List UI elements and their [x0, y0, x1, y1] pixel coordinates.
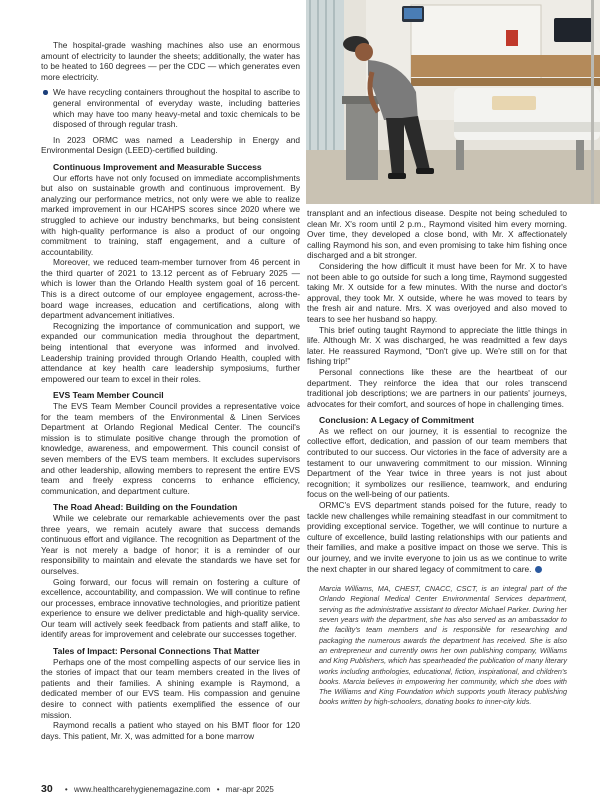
section-heading: The Road Ahead: Building on the Foundation	[53, 502, 238, 513]
bullet-separator-icon: •	[64, 785, 68, 794]
paragraph: Raymond recalls a patient who stayed on his BMT floor for 120 days. This patient, Mr. X, was admitted for a bone marrow	[41, 720, 300, 741]
paragraph: Personal connections like these are the heartbeat of our department. They reinforce the idea that our roles transcend traditional job descriptions; we are partners in our patients' journeys, advocates for their comfort, and sources of hope in challenging times.	[307, 366, 567, 409]
left-column	[41, 40, 300, 741]
page-footer	[41, 783, 274, 795]
photo-illustration	[306, 0, 600, 204]
section-heading: EVS Team Member Council	[53, 390, 164, 401]
paragraph: Recognizing the importance of communication and support, we expanded our communication media throughout the department, being intentional that everyone was informed and involved. Leadership training provided through Orlando Health, coupled with attendance at key health care leadership symposiums, further empowered our team to excel in their roles.	[41, 320, 300, 384]
paragraph: This brief outing taught Raymond to appreciate the little things in life. Although Mr. X was discharged, he was readmitted a few days later. He reassured Raymond, "Don't give up. We're still on for that fishing trip!"	[307, 324, 567, 367]
paragraph: The hospital-grade washing machines also use an enormous amount of electricity to launder the sheets; additionally, the water has to be heated to 160 degrees — per the CDC — which generates even more electricity.	[41, 40, 300, 82]
author-bio: Marcia Williams, MA, CHEST, CNACC, CSCT, is an integral part of the Orlando Regional Medical Center Environmental Services department, serving as the administrative assistant to director Michael Parker. During her seven years with the department, she has also served as an ambassador to the facility's team members and is responsible for researching and packaging the numerous awards the department has received. She is also an entrepreneur and currently owns her own publishing company, Williams and King Publishers, which has spearheaded the publication of many literary works including anthologies, educational, fiction, inspirational, and children's books. Marcia believes in empowering her community, which she does with The Williams and King Foundation which supports youth literacy publishing books written by high-schoolers, donating books to inner-city kids.	[319, 584, 567, 707]
right-column	[307, 208, 567, 708]
page-number: 30	[41, 783, 53, 795]
paragraph: Our efforts have not only focused on immediate accomplishments but also on sustainable growth and continuous improvement. By analyzing our performance metrics, not only were we able to realize marked improvement in our HCAHPS scores since 2020 where we struggled to achieve our industry benchmarks, but being consistent with high-quality performance is also a product of our ongoing commitment to training, staff engagement, and a culture of accountability.	[41, 172, 300, 257]
paragraph: Considering the how difficult it must have been for Mr. X to have not been able to go outside for such a long time, Raymond suggested taking Mr. X outside for a few minutes. With the nurse and doctor's approval, they took Mr. X outside, where he was moved to tears by the fresh air and nature. Mrs. X was overjoyed and also moved to tears to see her husband so happy.	[307, 260, 567, 324]
paragraph: Perhaps one of the most compelling aspects of our service lies in the stories of impact that our team members created in the lives of patients and their families. A shining example is Raymond, a dedicated member of our EVS team. His compassion and genuine desire to connect with patients exemplified the essence of our mission.	[41, 656, 300, 720]
closing-paragraph-text: ORMC's EVS department stands poised for the future, ready to tackle new challenges while remaining steadfast in our commitment to providing exceptional service. Together, we will continue to nurture a culture of excellence, build lasting relationships with our patients and their families, and make a positive impact on those we serve. This is our journey, and we invite everyone to join us as we continue to write the next chapter in our shared legacy of commitment to care.	[307, 500, 567, 574]
section-heading: Tales of Impact: Personal Connections That Matter	[53, 646, 260, 657]
paragraph: Moreover, we reduced team-member turnover from 46 percent in the third quarter of 2021 to 13.12 percent as of February 2025 — which is lower than the Orlando Health system goal of 16 percent. This is a direct outcome of our employee engagement, across-the-board wage increases, education and certifications, along with department advancement initiatives.	[41, 257, 300, 321]
bullet-item: We have recycling containers throughout the hospital to ascribe to general environmental of everyday waste, including batteries which may have too many heavy-metal and toxic chemicals to be disposed of through regular trash.	[41, 87, 300, 129]
paragraph: transplant and an infectious disease. Despite not being scheduled to clean Mr. X's room until 2 p.m., Raymond visited him every morning. Over time, they developed a close bond, with Mr. X affectionately calling Raymond his son, and even promising to take him fishing once discharged and a bit stronger.	[307, 208, 567, 261]
footer-issue: mar-apr 2025	[225, 785, 274, 794]
paragraph: The EVS Team Member Council provides a representative voice for the team members of the Environmental & Linen Services Department at Orlando Regional Medical Center. The council's mission is to stimulate positive change through the promotion of knowledge, awareness, and empowerment. This council consist of seven members of the EVS team members. It excludes supervisors and other leadership, allowing members to represent the entire EVS team and freely express concerns to enhance efficiency, communication, and department culture.	[41, 401, 300, 496]
bullet-list	[41, 87, 300, 129]
closing-paragraph	[307, 500, 567, 574]
paragraph: While we celebrate our remarkable achievements over the past three years, we remain acutely aware that success demands continuous effort and vigilance. The recognition as Department of the Year is not merely a badge of honor; it is a reminder of our responsibility to maintain and elevate the standards we have set for ourselves.	[41, 512, 300, 576]
end-of-article-icon	[535, 566, 542, 573]
hospital-room-photo	[306, 0, 600, 204]
footer-website[interactable]: www.healthcarehygienemagazine.com	[73, 785, 211, 794]
section-heading: Conclusion: A Legacy of Commitment	[319, 415, 475, 426]
bullet-separator-icon: •	[216, 785, 220, 794]
paragraph: As we reflect on our journey, it is essential to recognize the collective effort, dedication, and passion of our team members that contributed to our success. Our victories in the face of adversity are a testament to our unwavering commitment to our mission. Winning Department of the Year twice in three years is not just about recognition; it symbolizes our resilience, teamwork, and enduring focus on the well-being of our patients.	[307, 425, 567, 500]
paragraph: Going forward, our focus will remain on fostering a culture of excellence, accountability, and compassion. We will continue to refine our processes, embrace innovative technologies, and prioritize patient experience to ensure we deliver predictable and high-quality service. Our team will actively seek feedback from patients and staff alike, to identify areas for improvement and celebrate our successes together.	[41, 576, 300, 640]
section-heading: Continuous Improvement and Measurable Success	[53, 161, 262, 172]
paragraph: In 2023 ORMC was named a Leadership in Energy and Environmental Design (LEED)-certified building.	[41, 134, 300, 156]
